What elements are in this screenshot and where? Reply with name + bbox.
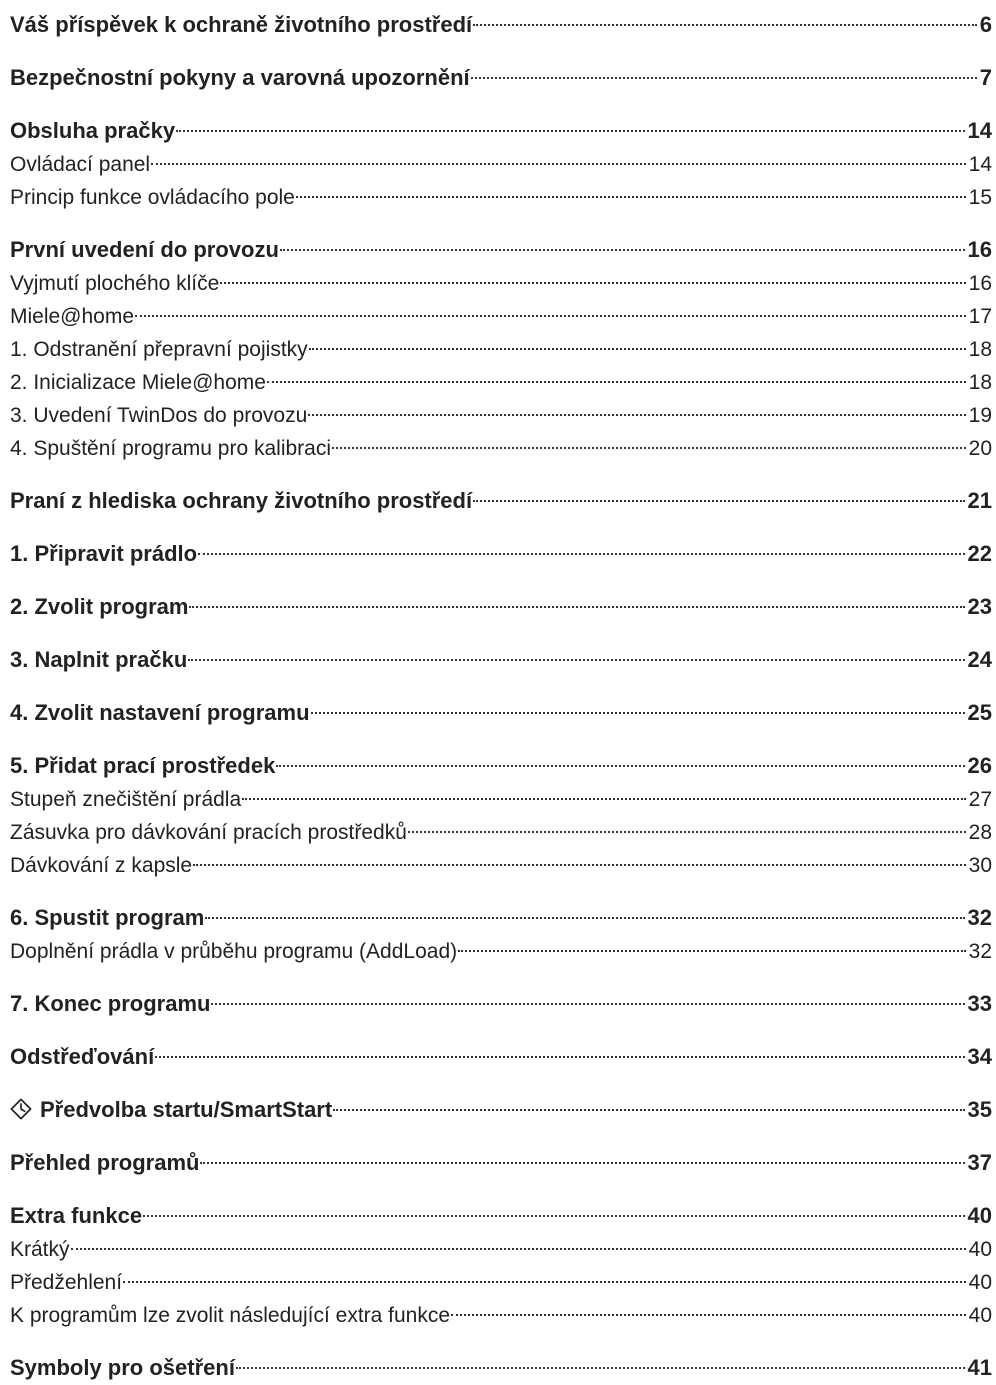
toc-entry-title <box>10 537 197 571</box>
toc-entry-title-text: Stupeň znečištění prádla <box>10 788 242 811</box>
toc-entry[interactable] <box>10 114 992 148</box>
toc-entry[interactable] <box>10 366 992 399</box>
toc-entry-title-text: 7. Konec programu <box>10 991 211 1016</box>
toc-entry-title <box>10 849 192 882</box>
toc-entry-title <box>10 816 407 849</box>
toc-entry[interactable] <box>10 1199 992 1233</box>
toc-entry-title <box>10 643 187 677</box>
toc-entry-title <box>10 783 241 816</box>
dot-leader <box>143 1215 964 1217</box>
dot-leader <box>220 282 965 284</box>
toc-entry-title-text: Předžehlení <box>10 1271 123 1294</box>
toc-entry[interactable] <box>10 233 992 267</box>
toc-entry[interactable] <box>10 267 992 300</box>
toc-entry-page-number: 21 <box>967 488 992 513</box>
toc-entry-page-number: 14 <box>968 153 992 176</box>
toc-entry-page-number: 7 <box>979 65 992 90</box>
toc-entry-title-text: 3. Uvedení TwinDos do provozu <box>10 404 308 427</box>
dot-leader <box>458 950 966 952</box>
toc-entry-title-text: 1. Odstranění přepravní pojistky <box>10 338 308 361</box>
toc-entry-title <box>10 267 219 300</box>
table-of-contents <box>10 8 992 1385</box>
toc-entry-title <box>10 901 204 935</box>
toc-entry-title <box>10 696 310 730</box>
dot-leader <box>451 1314 966 1316</box>
toc-entry-title <box>10 1233 70 1266</box>
toc-entry-page-number: 34 <box>967 1044 992 1069</box>
toc-entry[interactable] <box>10 1146 992 1180</box>
toc-entry-page-number: 22 <box>967 541 992 566</box>
dot-leader <box>176 130 964 132</box>
toc-entry-title <box>10 935 457 968</box>
toc-entry[interactable] <box>10 783 992 816</box>
delay-start-icon <box>10 1098 32 1120</box>
toc-entry-title <box>10 233 279 267</box>
toc-entry-title <box>10 366 266 399</box>
toc-entry-title <box>10 590 188 624</box>
toc-entry-title-text: 3. Naplnit pračku <box>10 647 188 672</box>
dot-leader <box>188 659 964 661</box>
dot-leader <box>71 1248 966 1250</box>
dot-leader <box>151 163 966 165</box>
dot-leader <box>267 381 966 383</box>
toc-entry-title-text: Vyjmutí plochého klíče <box>10 272 220 295</box>
toc-entry-page-number: 40 <box>968 1271 992 1294</box>
toc-entry-title-text: Předvolba startu/SmartStart <box>40 1097 333 1122</box>
toc-entry-page-number: 40 <box>968 1238 992 1261</box>
toc-entry-page-number: 30 <box>968 854 992 877</box>
toc-entry[interactable] <box>10 484 992 518</box>
toc-entry-title <box>10 1299 450 1332</box>
dot-leader <box>308 414 965 416</box>
toc-entry-title-text: Doplnění prádla v průběhu programu (AddLoad) <box>10 940 458 963</box>
toc-entry-title <box>10 1146 199 1180</box>
dot-leader <box>155 1056 964 1058</box>
toc-entry-page-number: 32 <box>967 905 992 930</box>
toc-entry[interactable] <box>10 1040 992 1074</box>
toc-entry-page-number: 18 <box>968 338 992 361</box>
toc-entry-page-number: 27 <box>968 788 992 811</box>
toc-entry-title-text: Miele@home <box>10 305 135 328</box>
toc-entry-page-number: 37 <box>967 1150 992 1175</box>
toc-entry-page-number: 14 <box>967 118 992 143</box>
toc-entry-page-number: 16 <box>968 272 992 295</box>
toc-entry-page-number: 33 <box>967 991 992 1016</box>
toc-entry-title <box>10 300 134 333</box>
toc-entry-title <box>10 333 308 366</box>
toc-entry-title <box>10 61 470 95</box>
toc-entry-title-text: Odstřeďování <box>10 1044 155 1069</box>
toc-entry-title-text: Princip funkce ovládacího pole <box>10 186 295 209</box>
toc-entry-title-text: Ovládací panel <box>10 153 151 176</box>
dot-leader <box>242 798 965 800</box>
toc-entry-page-number: 16 <box>967 237 992 262</box>
toc-entry-page-number: 40 <box>967 1203 992 1228</box>
toc-entry-title-text: 2. Inicializace Miele@home <box>10 371 266 394</box>
toc-entry-title-text: Dávkování z kapsle <box>10 854 193 877</box>
toc-entry-title-text: K programům lze zvolit následující extra funkce <box>10 1304 451 1327</box>
dot-leader <box>311 712 965 714</box>
toc-entry[interactable] <box>10 749 992 783</box>
toc-entry[interactable] <box>10 643 992 677</box>
dot-leader <box>198 553 964 555</box>
toc-entry-page-number: 18 <box>968 371 992 394</box>
toc-entry-title <box>10 432 331 465</box>
dot-leader <box>189 606 964 608</box>
toc-entry-page-number: 15 <box>968 186 992 209</box>
toc-entry-title-text: 6. Spustit program <box>10 905 205 930</box>
toc-entry[interactable] <box>10 537 992 571</box>
toc-entry-title-text: Obsluha pračky <box>10 118 176 143</box>
toc-entry-title <box>10 148 150 181</box>
toc-entry[interactable] <box>10 1233 992 1266</box>
toc-entry[interactable] <box>10 300 992 333</box>
dot-leader <box>135 315 966 317</box>
toc-entry-page-number: 40 <box>968 1304 992 1327</box>
toc-entry-title-text: Zásuvka pro dávkování pracích prostředků <box>10 821 407 844</box>
dot-leader <box>276 765 964 767</box>
dot-leader <box>473 24 977 26</box>
dot-leader <box>236 1367 965 1369</box>
toc-entry[interactable] <box>10 1093 992 1127</box>
toc-entry[interactable] <box>10 1299 992 1332</box>
toc-entry-title <box>10 399 307 432</box>
toc-entry-page-number: 23 <box>967 594 992 619</box>
toc-entry-title <box>10 484 472 518</box>
toc-entry-title <box>10 1199 142 1233</box>
toc-entry-title <box>10 749 275 783</box>
toc-entry-page-number: 41 <box>967 1355 992 1380</box>
toc-entry-page-number: 24 <box>967 647 992 672</box>
dot-leader <box>296 196 966 198</box>
toc-entry-title-text: Váš příspěvek k ochraně životního prostředí <box>10 12 473 37</box>
toc-entry[interactable] <box>10 1351 992 1385</box>
toc-entry-title <box>10 1093 332 1127</box>
toc-entry-page-number: 32 <box>968 940 992 963</box>
toc-entry[interactable] <box>10 61 992 95</box>
toc-entry-title-text: 1. Připravit prádlo <box>10 541 198 566</box>
dot-leader <box>471 77 977 79</box>
toc-entry[interactable] <box>10 987 992 1021</box>
toc-entry-title-text: Symboly pro ošetření <box>10 1355 235 1380</box>
toc-entry[interactable] <box>10 849 992 882</box>
toc-entry-title-text: Extra funkce <box>10 1203 143 1228</box>
toc-entry-page-number: 6 <box>979 12 992 37</box>
toc-entry-title-text: Praní z hlediska ochrany životního prostředí <box>10 488 473 513</box>
dot-leader <box>205 917 964 919</box>
toc-entry-title <box>10 8 472 42</box>
toc-entry-page-number: 17 <box>968 305 992 328</box>
dot-leader <box>408 831 966 833</box>
dot-leader <box>193 864 966 866</box>
toc-entry[interactable] <box>10 816 992 849</box>
toc-entry[interactable] <box>10 181 992 214</box>
toc-entry-title-text: 4. Spuštění programu pro kalibraci <box>10 437 331 460</box>
toc-entry[interactable] <box>10 901 992 935</box>
toc-entry[interactable] <box>10 1266 992 1299</box>
toc-entry[interactable] <box>10 333 992 366</box>
toc-entry[interactable] <box>10 8 992 42</box>
toc-entry[interactable] <box>10 432 992 465</box>
dot-leader <box>309 348 966 350</box>
dot-leader <box>332 447 966 449</box>
toc-entry-page-number: 35 <box>967 1097 992 1122</box>
toc-entry-title <box>10 181 295 214</box>
toc-entry-title <box>10 114 175 148</box>
toc-entry-title-text: 2. Zvolit program <box>10 594 189 619</box>
toc-entry-page-number: 25 <box>967 700 992 725</box>
dot-leader <box>200 1162 964 1164</box>
dot-leader <box>211 1003 964 1005</box>
toc-entry[interactable] <box>10 696 992 730</box>
toc-entry-title <box>10 1351 235 1385</box>
toc-entry[interactable] <box>10 590 992 624</box>
toc-entry-page-number: 20 <box>968 437 992 460</box>
toc-entry[interactable] <box>10 399 992 432</box>
toc-entry-title-text: Bezpečnostní pokyny a varovná upozornění <box>10 65 470 90</box>
toc-entry[interactable] <box>10 148 992 181</box>
toc-entry-title <box>10 1266 122 1299</box>
dot-leader <box>473 500 964 502</box>
dot-leader <box>333 1109 964 1111</box>
toc-entry-title-text: Krátký <box>10 1238 70 1261</box>
toc-entry-title-text: 4. Zvolit nastavení programu <box>10 700 310 725</box>
dot-leader <box>280 249 965 251</box>
dot-leader <box>123 1281 966 1283</box>
toc-entry-title <box>10 987 210 1021</box>
toc-entry[interactable] <box>10 935 992 968</box>
toc-entry-title-text: 5. Přidat prací prostředek <box>10 753 276 778</box>
toc-entry-title-text: První uvedení do provozu <box>10 237 279 262</box>
toc-entry-page-number: 19 <box>968 404 992 427</box>
toc-entry-title-text: Přehled programů <box>10 1150 200 1175</box>
toc-entry-title <box>10 1040 154 1074</box>
toc-entry-page-number: 28 <box>968 821 992 844</box>
toc-entry-page-number: 26 <box>967 753 992 778</box>
